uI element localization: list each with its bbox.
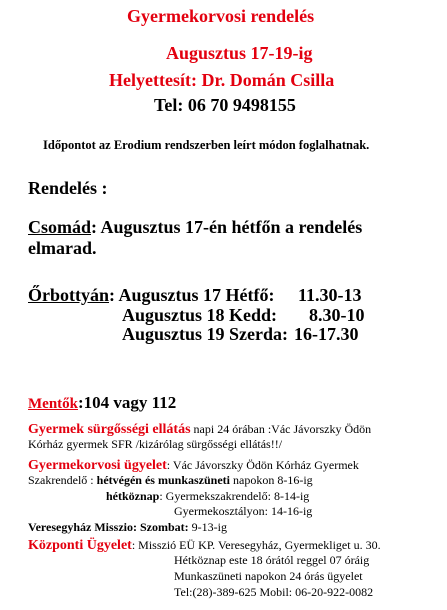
veresegyhaz-label: Veresegyház Misszio: Szombat: <box>28 520 189 534</box>
ambulance-label: Mentők <box>28 396 78 412</box>
central-line-1 <box>28 536 381 554</box>
orbottyan-place: Őrbottyán <box>28 285 109 305</box>
duty-line-3 <box>106 489 309 504</box>
orbottyan-hours-3: 16-17.30 <box>294 324 359 344</box>
orbottyan-hours-1: 11.30-13 <box>298 285 362 305</box>
duty-weekday-hours: : Gyermekszakrendelő: 8-14-ig <box>159 489 310 503</box>
duty-label: Gyermekorvosi ügyelet <box>28 458 167 473</box>
duty-clinic: Szakrendelő : <box>28 473 97 487</box>
orbottyan-hours-2: 8.30-10 <box>309 305 365 325</box>
page-title: Gyermekorvosi rendelés <box>127 6 315 26</box>
booking-note: Időpontot az Erodium rendszerben leírt módon foglalhatnak. <box>43 138 370 152</box>
ambulance-number: :104 vagy 112 <box>78 393 177 412</box>
central-line-2: Hétköznap este 18 órától reggel 07 óráig <box>174 553 370 567</box>
duty-weekend-hours: napokon 8-16-ig <box>230 473 313 487</box>
veresegyhaz-hours: 9-13-ig <box>188 520 227 534</box>
orbottyan-row-1 <box>28 285 275 306</box>
duty-text: : Vác Jávorszky Ödön Kórház Gyermek <box>166 458 359 472</box>
veresegyhaz-line <box>28 520 227 535</box>
csomad-line-2: elmarad. <box>28 238 97 258</box>
duty-line-4: Gyermekosztályon: 14-16-ig <box>174 504 313 518</box>
orbottyan-day-1: : Augusztus 17 Hétfő: <box>109 285 275 305</box>
duty-weekday: hétköznap <box>106 489 160 503</box>
central-label: Központi Ügyelet <box>28 538 132 553</box>
duty-line-1 <box>28 456 359 474</box>
csomad-text: : Augusztus 17-én hétfőn a rendelés <box>91 217 363 237</box>
duty-line-2 <box>28 473 313 488</box>
orbottyan-day-2: Augusztus 18 Kedd: <box>122 305 278 325</box>
ambulance-line <box>28 393 176 413</box>
orbottyan-day-3: Augusztus 19 Szerda: <box>122 324 289 344</box>
csomad-line-1 <box>28 217 362 238</box>
emergency-line-1 <box>28 420 371 438</box>
schedule-heading: Rendelés : <box>28 178 108 198</box>
emergency-text: napi 24 órában :Vác Jávorszky Ödön <box>190 422 372 436</box>
phone-number: Tel: 06 70 9498155 <box>154 95 296 115</box>
central-line-4: Tel:(28)-389-625 Mobil: 06-20-922-0082 <box>174 585 374 599</box>
substitute-doctor: Helyettesít: Dr. Domán Csilla <box>109 70 335 90</box>
emergency-line-2: Kórház gyermek SFR /kizárólag sürgősségi ellátás!!/ <box>28 437 283 451</box>
csomad-place: Csomád <box>28 217 92 237</box>
central-line-3: Munkaszüneti napokon 24 órás ügyelet <box>174 569 363 583</box>
date-range: Augusztus 17-19-ig <box>166 43 313 63</box>
emergency-label: Gyermek sürgősségi ellátás <box>28 422 191 437</box>
duty-weekend: hétvégén és munkaszüneti <box>96 473 230 487</box>
central-address: : Misszió EÜ KP. Veresegyház, Gyermekliget u. 30. <box>131 538 381 552</box>
